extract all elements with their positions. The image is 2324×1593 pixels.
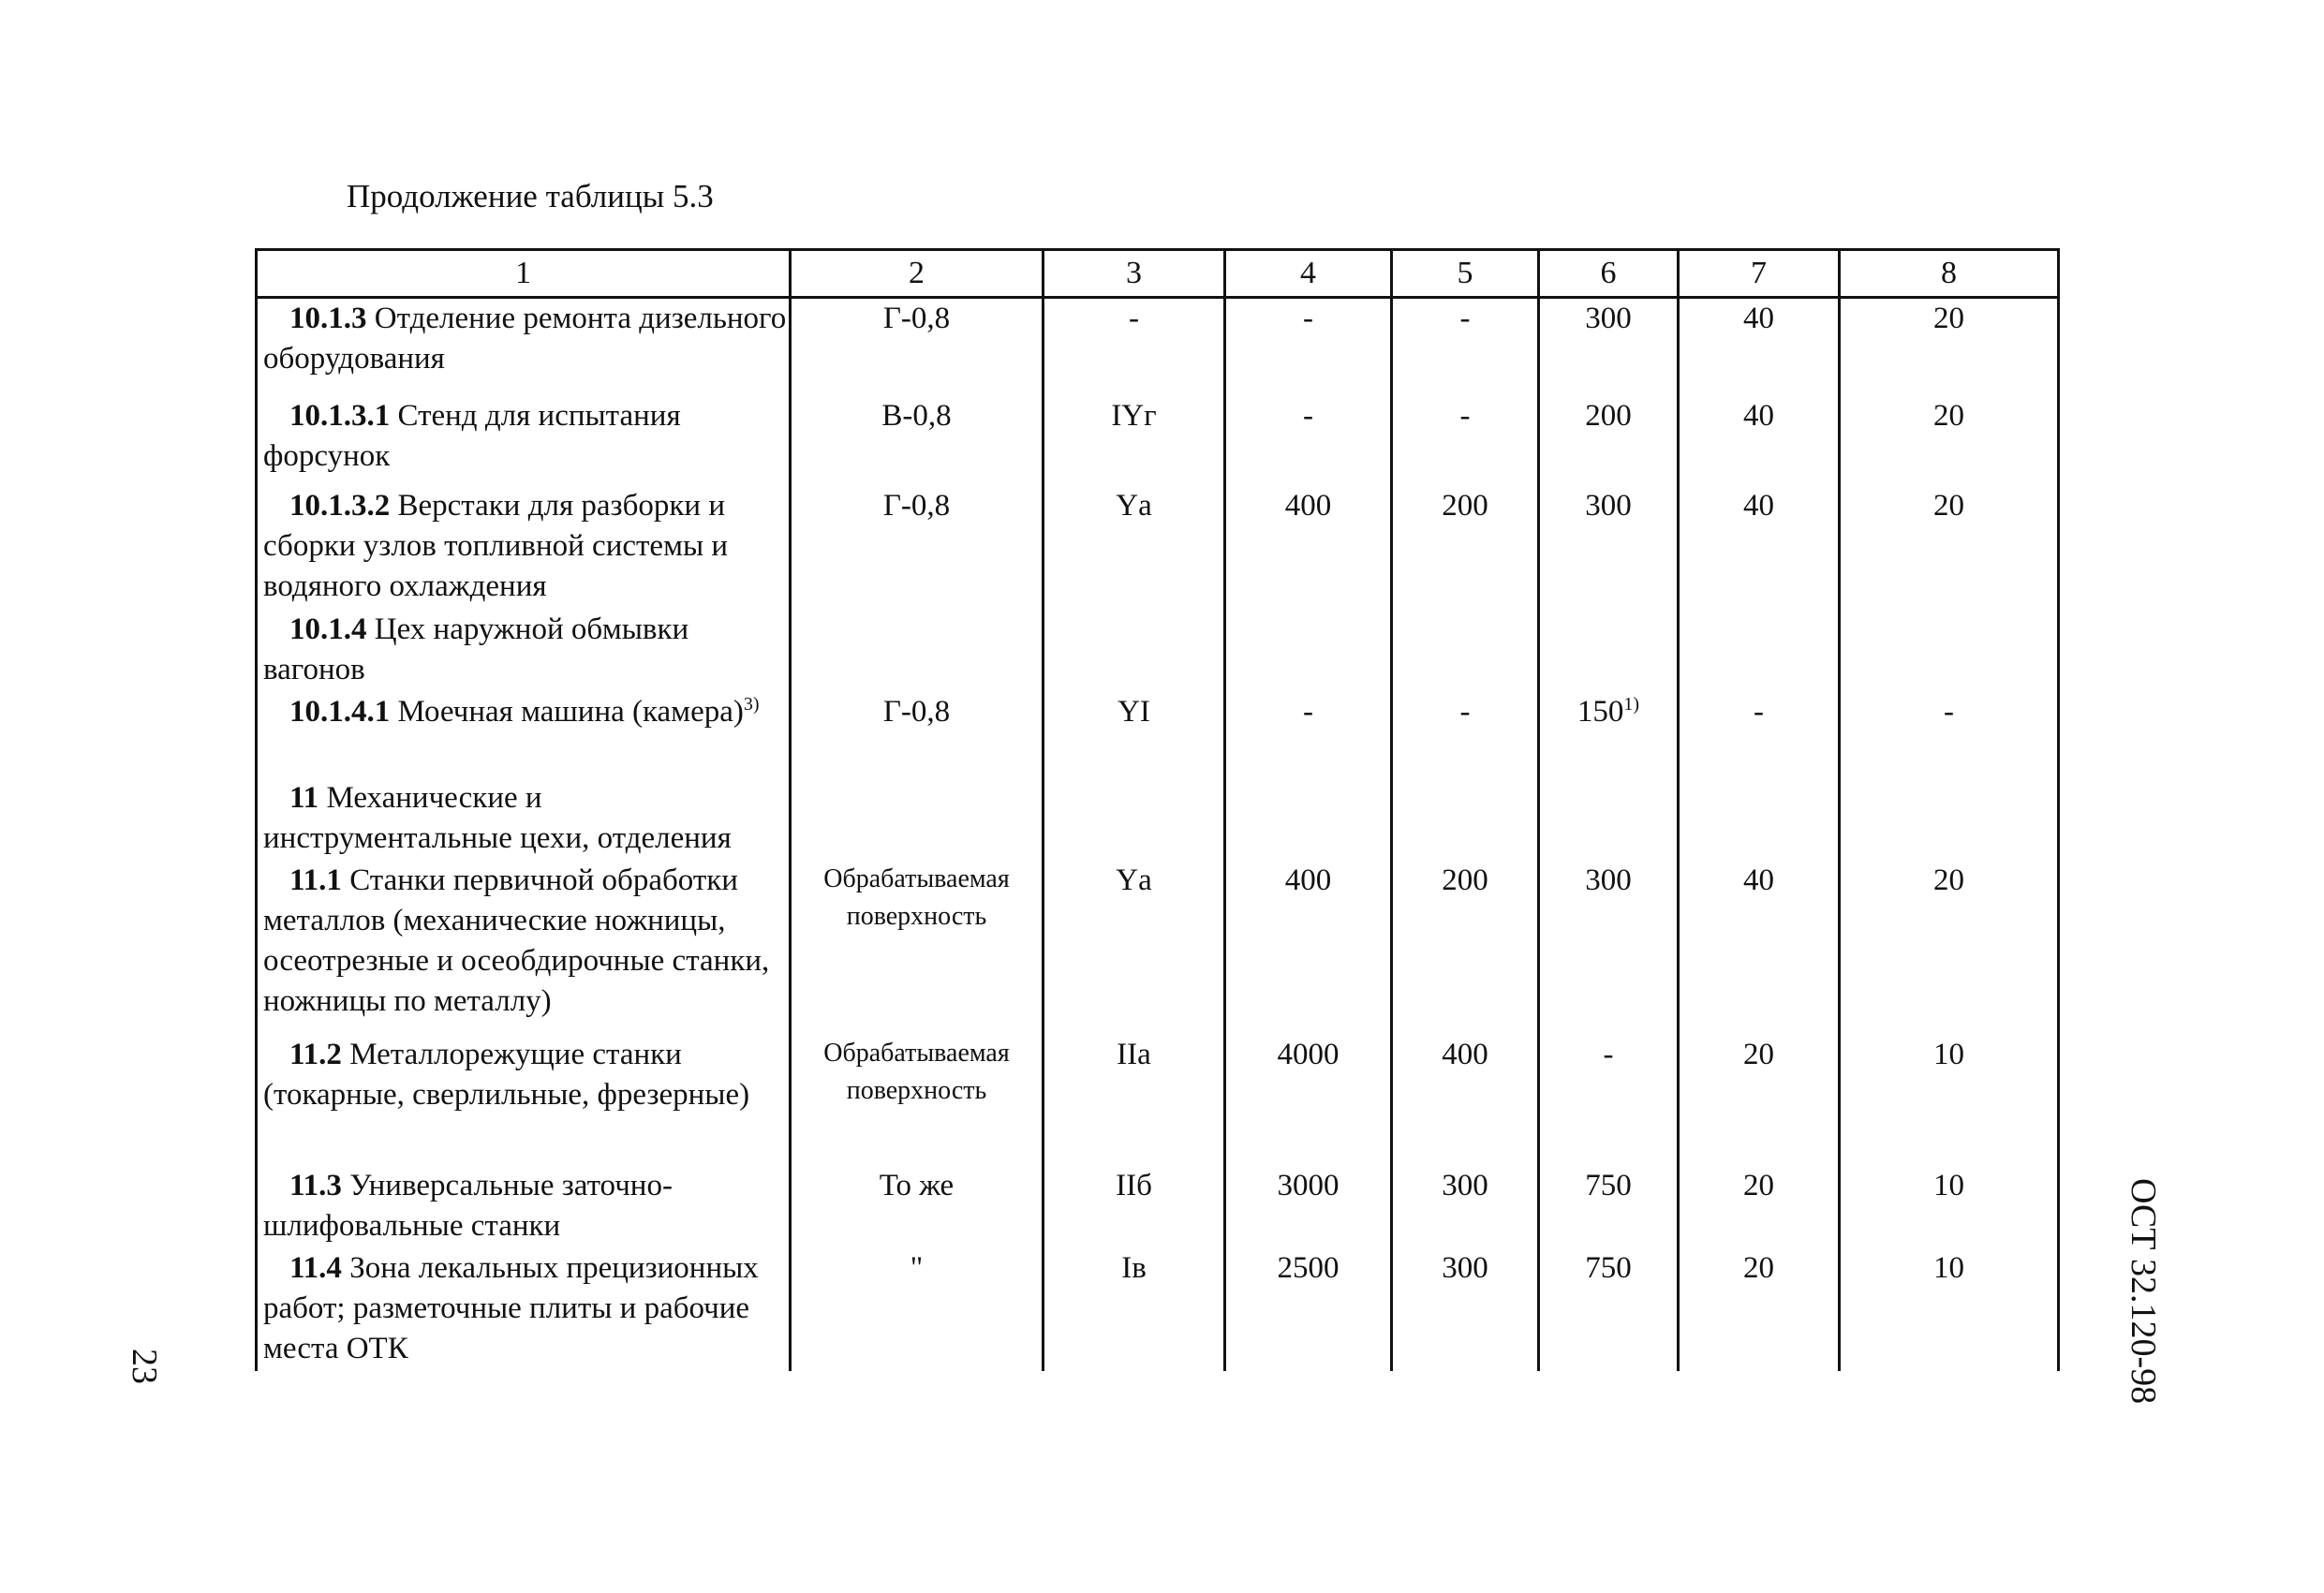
cell-col4: - [1225, 396, 1392, 486]
table-row [257, 1035, 2059, 1166]
cell-col5: - [1392, 298, 1539, 396]
cell-col2: Обрабатываемая поверхность [791, 861, 1044, 1035]
cell-col4: 4000 [1225, 1035, 1392, 1166]
table-row [257, 1166, 2059, 1248]
row-number: 10.1.3.1 [289, 398, 391, 433]
cell-col5: - [1392, 396, 1539, 486]
cell-col8: 20 [1840, 298, 2059, 396]
cell-col7: 40 [1679, 298, 1840, 396]
cell-col2: " [791, 1248, 1044, 1371]
cell-col5: 300 [1392, 1248, 1539, 1371]
cell-col3: Iв [1044, 1248, 1225, 1371]
cell-col8 [1840, 610, 2059, 692]
cell-col8: 10 [1840, 1166, 2059, 1248]
cell-col3: - [1044, 298, 1225, 396]
table-row [257, 298, 2059, 396]
cell-col2: Г-0,8 [791, 298, 1044, 396]
document-number: ОСТ 32.120-98 [2124, 1178, 2163, 1405]
row-description: 11.4 Зона лекальных прецизионных работ; разметочные плиты и рабочие места ОТК [257, 1248, 791, 1371]
page-number: 23 [125, 1349, 164, 1384]
cell-col5: 300 [1392, 1166, 1539, 1248]
cell-col8: 20 [1840, 396, 2059, 486]
cell-col4 [1225, 778, 1392, 861]
column-header: 7 [1679, 250, 1840, 298]
lighting-norms-table [255, 248, 2060, 1371]
table-row [257, 610, 2059, 692]
cell-col8: 10 [1840, 1035, 2059, 1166]
cell-col7: - [1679, 692, 1840, 778]
cell-col7: 20 [1679, 1035, 1840, 1166]
cell-col2 [791, 610, 1044, 692]
cell-col5: 200 [1392, 486, 1539, 610]
cell-col4: 400 [1225, 861, 1392, 1035]
cell-col6: 750 [1539, 1248, 1679, 1371]
cell-col8: - [1840, 692, 2059, 778]
cell-col3 [1044, 610, 1225, 692]
row-description: 10.1.4.1 Моечная машина (камера)$^{3)}$ [257, 692, 791, 778]
cell-col3: YI [1044, 692, 1225, 778]
cell-col7: 20 [1679, 1166, 1840, 1248]
table-row [257, 778, 2059, 861]
row-number: 10.1.3.2 [289, 488, 391, 523]
row-number: 11.1 [289, 863, 342, 897]
cell-col5: 200 [1392, 861, 1539, 1035]
cell-col4: 2500 [1225, 1248, 1392, 1371]
cell-col5: 400 [1392, 1035, 1539, 1166]
column-header: 6 [1539, 250, 1679, 298]
cell-col2: В-0,8 [791, 396, 1044, 486]
table-caption: Продолжение таблицы 5.3 [347, 178, 714, 214]
cell-col6: 300 [1539, 298, 1679, 396]
row-description: 10.1.3.1 Стенд для испытания форсунок [257, 396, 791, 486]
cell-col6: 150$^{1)}$ [1539, 692, 1679, 778]
cell-col4: 3000 [1225, 1166, 1392, 1248]
column-header: 2 [791, 250, 1044, 298]
cell-col6: 200 [1539, 396, 1679, 486]
cell-col4: 400 [1225, 486, 1392, 610]
row-number: 11 [289, 780, 319, 815]
cell-col7: 40 [1679, 861, 1840, 1035]
cell-col2: Г-0,8 [791, 486, 1044, 610]
row-number: 10.1.4 [289, 612, 367, 646]
cell-col6 [1539, 610, 1679, 692]
column-header: 5 [1392, 250, 1539, 298]
table-row [257, 692, 2059, 778]
cell-col3: Yа [1044, 486, 1225, 610]
cell-col4: - [1225, 298, 1392, 396]
table-row [257, 1248, 2059, 1371]
cell-col7 [1679, 778, 1840, 861]
column-header: 4 [1225, 250, 1392, 298]
cell-col3: Yа [1044, 861, 1225, 1035]
cell-col2: Обрабатываемая поверхность [791, 1035, 1044, 1166]
cell-col2 [791, 778, 1044, 861]
cell-col2: То же [791, 1166, 1044, 1248]
row-description: 11.1 Станки первичной обработки металлов (механические ножницы, осеотрезные и осеобдирочные станки, ножницы по металлу) [257, 861, 791, 1035]
cell-col7: 40 [1679, 486, 1840, 610]
cell-col7 [1679, 610, 1840, 692]
row-number: 10.1.3 [289, 302, 367, 335]
cell-col8: 20 [1840, 486, 2059, 610]
cell-col6 [1539, 778, 1679, 861]
table-row [257, 486, 2059, 610]
table-row [257, 396, 2059, 486]
row-description: 11.3 Универсальные заточно-шлифовальные станки [257, 1166, 791, 1248]
column-header: 3 [1044, 250, 1225, 298]
cell-col6: 300 [1539, 861, 1679, 1035]
cell-col4: - [1225, 692, 1392, 778]
cell-col7: 40 [1679, 396, 1840, 486]
cell-col8: 20 [1840, 861, 2059, 1035]
row-description: 10.1.3 Отделение ремонта дизельного оборудования [257, 298, 791, 396]
cell-col6: 750 [1539, 1166, 1679, 1248]
footnote-marker: 1) [1623, 693, 1640, 715]
cell-col3: IIб [1044, 1166, 1225, 1248]
cell-col8 [1840, 778, 2059, 861]
cell-col6: - [1539, 1035, 1679, 1166]
cell-col4 [1225, 610, 1392, 692]
row-number: 11.4 [289, 1250, 342, 1285]
row-description: 11 Механические и инструментальные цехи, отделения [257, 778, 791, 861]
row-number: 11.3 [289, 1168, 342, 1202]
row-description: 10.1.3.2 Верстаки для разборки и сборки узлов топливной системы и водяного охлаждения [257, 486, 791, 610]
cell-col5: - [1392, 692, 1539, 778]
cell-col3: IIа [1044, 1035, 1225, 1166]
row-number: 10.1.4.1 [289, 694, 391, 729]
cell-col3: IYг [1044, 396, 1225, 486]
cell-col5 [1392, 610, 1539, 692]
cell-col6: 300 [1539, 486, 1679, 610]
cell-col3 [1044, 778, 1225, 861]
column-header: 8 [1840, 250, 2059, 298]
cell-col2: Г-0,8 [791, 692, 1044, 778]
row-description: 10.1.4 Цех наружной обмывки вагонов [257, 610, 791, 692]
table-header-row [257, 250, 2059, 298]
cell-col8: 10 [1840, 1248, 2059, 1371]
row-number: 11.2 [289, 1037, 342, 1071]
row-description: 11.2 Металлорежущие станки (токарные, сверлильные, фрезерные) [257, 1035, 791, 1166]
footnote-marker: 3) [743, 693, 760, 715]
cell-col7: 20 [1679, 1248, 1840, 1371]
table-row [257, 861, 2059, 1035]
column-header: 1 [257, 250, 791, 298]
cell-col5 [1392, 778, 1539, 861]
